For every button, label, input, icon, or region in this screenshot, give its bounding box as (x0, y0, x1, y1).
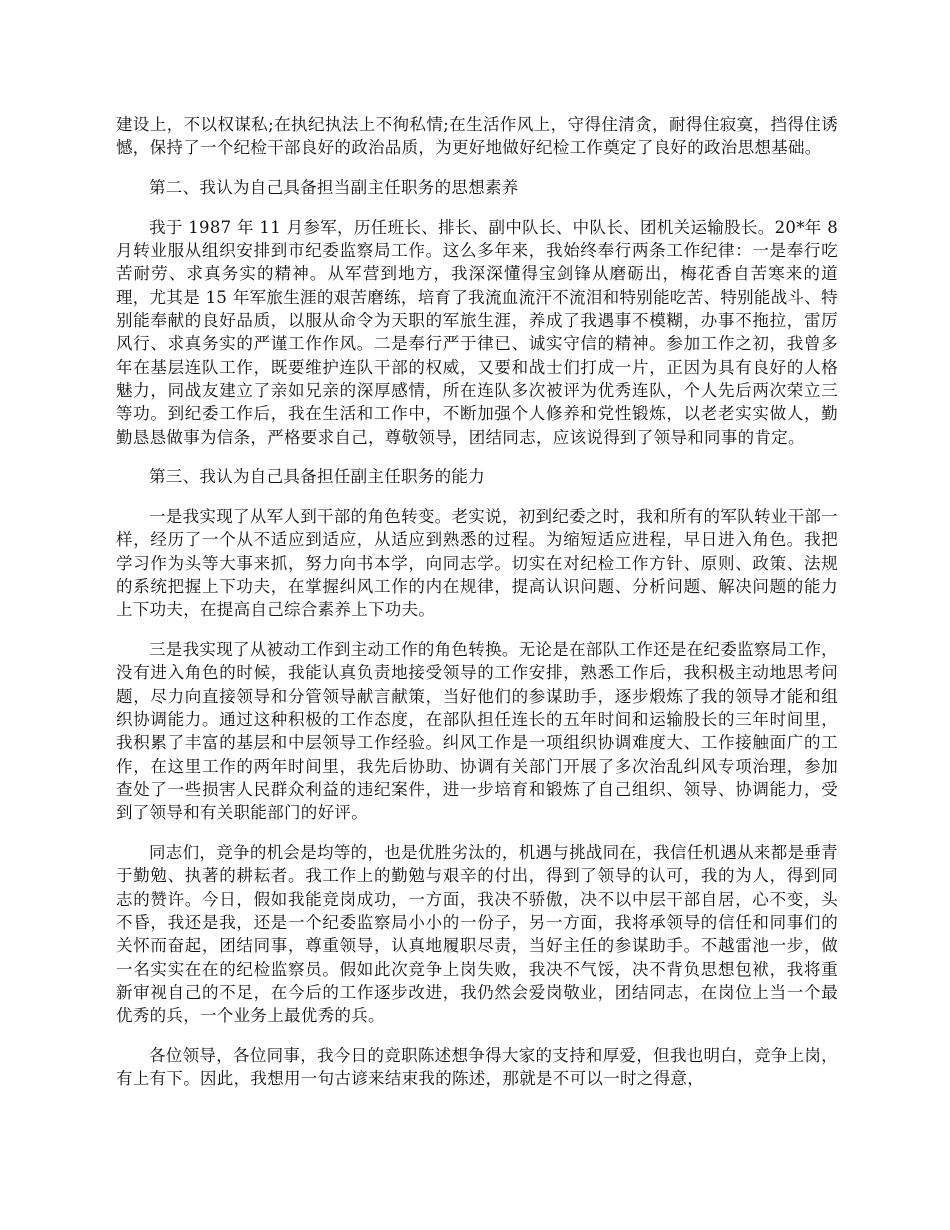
paragraph-military-career: 我于 1987 年 11 月参军，历任班长、排长、副中队长、中队长、团机关运输股长。20*年 8 月转业服从组织安排到市纪委监察局工作。这么多年来，我始终奉行两条工作纪律：一是奉行吃苦耐劳、求真务实的精神。从军营到地方，我深深懂得宝剑锋从磨砺出，梅花香自苦寒来的道理，尤其是 15 年军旅生涯的艰苦磨练，培育了我流血流汗不流泪和特别能吃苦、特别能战斗、特别能奉献的良好品质，以服从命令为天职的军旅生涯，养成了我遇事不模糊，办事不拖拉，雷厉风行、求真务实的严谨工作作风。二是奉行严于律已、诚实守信的精神。参加工作之初，我曾多年在基层连队工作，既要维护连队干部的权威，又要和战士们打成一片，正因为具有良好的人格魅力，同战友建立了亲如兄亲的深厚感情，所在连队多次被评为优秀连队，个人先后两次荣立三等功。到纪委工作后，我在生活和工作中，不断加强个人修养和党性锻炼，以老老实实做人，勤勤恳恳做事为信条，严格要求自己，尊敬领导，团结同志，应该说得到了领导和同事的肯定。 (116, 217, 838, 447)
section-heading-third: 第三、我认为自己具备担任副主任职务的能力 (149, 467, 485, 487)
paragraph-competition: 同志们，竞争的机会是均等的，也是优胜劣汰的，机遇与挑战同在，我信任机遇从来都是垂青于勤勉、执著的耕耘者。我工作上的勤勉与艰辛的付出，得到了领导的认可，我的为人，得到同志的赞许。今日，假如我能竞岗成功，一方面，我决不骄傲，决不以中层干部自居，心不变，头不昏，我还是我，还是一个纪委监察局小小的一份子，另一方面，我将承领导的信任和同事们的关怀而奋起，团结同事，尊重领导，认真地履职尽责，当好主任的参谋助手。不越雷池一步，做一名实实在在的纪检监察员。假如此次竞争上岗失败，我决不气馁，决不背负思想包袱，我将重新审视自己的不足，在今后的工作逐步改进，我仍然会爱岗敬业，团结同志，在岗位上当一个最优秀的兵，一个业务上最优秀的兵。 (116, 843, 838, 1026)
paragraph-role-change: 一是我实现了从军人到干部的角色转变。老实说，初到纪委之时，我和所有的军队转业干部一样，经历了一个从不适应到适应，从适应到熟悉的过程。为缩短适应进程，早日进入角色。我把学习作为头等大事来抓，努力向书本学，向同志学。切实在对纪检工作方针、原则、政策、法规的系统把握上下功夫，在掌握纠风工作的内在规律，提高认识问题、分析问题、解决问题的能力上下功夫，在提高自己综合素养上下功夫。 (116, 507, 838, 620)
document-page (116, 113, 838, 1107)
paragraph-continuation: 建设上，不以权谋私;在执纪执法上不徇私情;在生活作风上，守得住清贪，耐得住寂寞，挡得住诱憾，保持了一个纪检干部良好的政治品质，为更好地做好纪检工作奠定了良好的政治思想基础。 (116, 115, 838, 158)
paragraph-closing: 各位领导，各位同事，我今日的竞职陈述想争得大家的支持和厚爱，但我也明白，竞争上岗，有上有下。因此，我想用一句古谚来结束我的陈述，那就是不可以一时之得意， (116, 1045, 838, 1089)
section-heading-second: 第二、我认为自己具备担当副主任职务的思想素养 (149, 178, 519, 198)
paragraph-active-work: 三是我实现了从被动工作到主动工作的角色转换。无论是在部队工作还是在纪委监察局工作，没有进入角色的时候，我能认真负责地接受领导的工作安排，熟悉工作后，我积极主动地思考问题，尽力向直接领导和分管领导献言献策，当好他们的参谋助手，逐步煅炼了我的领导才能和组织协调能力。通过这种积极的工作态度，在部队担任连长的五年时间和运输股长的三年时间里，我积累了丰富的基层和中层领导工作经验。纠风工作是一项组织协调难度大、工作接触面广的工作，在这里工作的两年时间里，我先后协助、协调有关部门开展了多次治乱纠风专项治理，参加查处了一些损害人民群众利益的违纪案件，进一步培育和锻炼了自己组织、领导、协调能力，受到了领导和有关职能部门的好评。 (116, 640, 838, 823)
